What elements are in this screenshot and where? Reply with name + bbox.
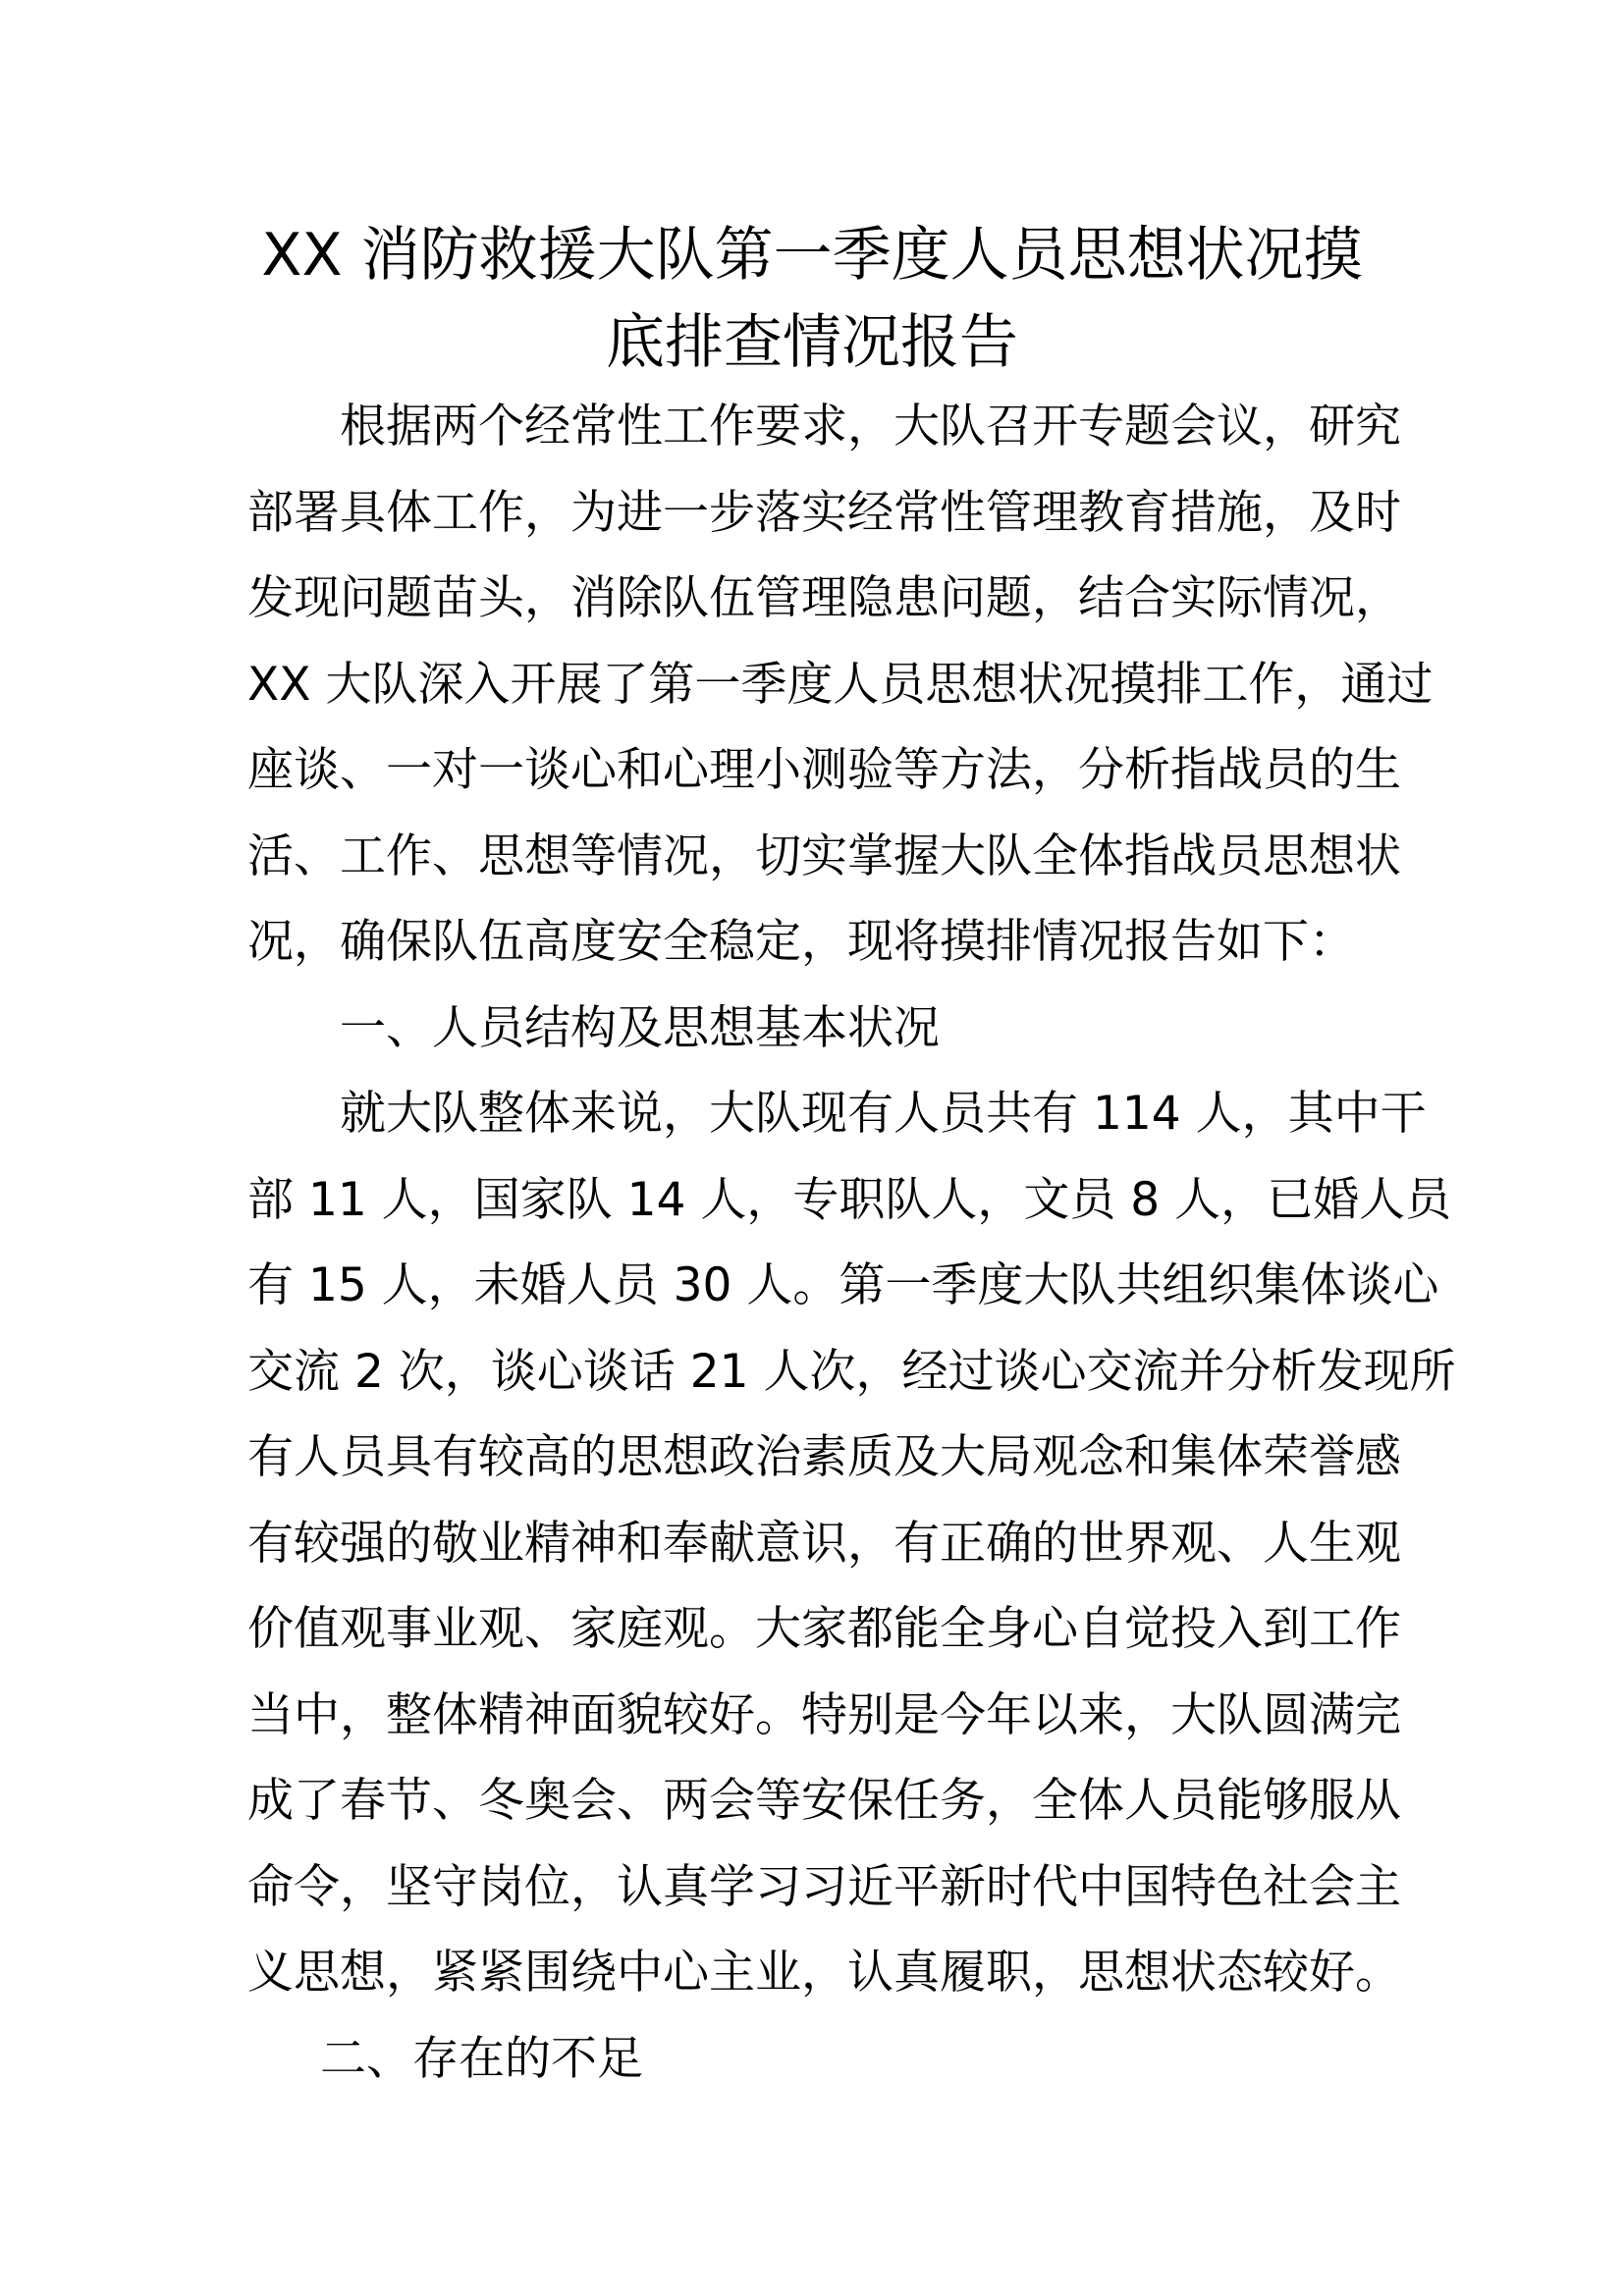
text-line: 价值观事业观、家庭观。大家都能全身心自觉投入到工作 <box>247 1602 1401 1656</box>
text-line: 就大队整体来说，大队现有人员共有 114 人，其中干 <box>340 1087 1427 1141</box>
section-heading-1: 一、人员结构及思想基本状况 <box>340 1000 940 1055</box>
text-line: 发现问题苗头，消除队伍管理隐患问题，结合实际情况， <box>247 571 1401 625</box>
text-line: 活、工作、思想等情况，切实掌握大队全体指战员思想状 <box>247 828 1401 883</box>
paragraph-personnel <box>247 1071 1456 2016</box>
text-line: 成了春节、冬奥会、两会等安保任务，全体人员能够服从 <box>247 1774 1401 1828</box>
text-line: XX 大队深入开展了第一季度人员思想状况摸排工作，通过 <box>247 657 1434 712</box>
text-line: 有人员具有较高的思想政治素质及大局观念和集体荣誉感 <box>247 1430 1401 1484</box>
text-line: 座谈、一对一谈心和心理小测验等方法，分析指战员的生 <box>247 743 1401 797</box>
section-heading-2: 二、存在的不足 <box>320 2031 643 2086</box>
text-line: 交流 2 次，谈心谈话 21 人次，经过谈心交流并分析发现所 <box>247 1344 1456 1399</box>
text-line: 当中，整体精神面貌较好。特别是今年以来，大队圆满完 <box>247 1687 1401 1742</box>
text-line: 有较强的敬业精神和奉献意识，有正确的世界观、人生观 <box>247 1516 1401 1571</box>
text-line: 有 15 人，未婚人员 30 人。第一季度大队共组织集体谈心 <box>247 1258 1439 1312</box>
text-line: 根据两个经常性工作要求，大队召开专题会议，研究 <box>340 400 1401 454</box>
document-body <box>247 384 1456 2102</box>
text-line: 命令，坚守岗位，认真学习习近平新时代中国特色社会主 <box>247 1859 1401 1914</box>
text-line: 况，确保队伍高度安全稳定，现将摸排情况报告如下： <box>247 915 1355 969</box>
title-line: XX 消防救援大队第一季度人员思想状况摸 <box>261 221 1363 290</box>
paragraph-intro <box>247 384 1434 986</box>
title-line: 底排查情况报告 <box>606 308 1018 377</box>
document-title <box>0 212 1624 387</box>
text-line: 义思想，紧紧围绕中心主业，认真履职，思想状态较好。 <box>247 1946 1401 2000</box>
text-line: 部 11 人，国家队 14 人，专职队人，文员 8 人，已婚人员 <box>247 1172 1452 1227</box>
text-line: 部署具体工作，为进一步落实经常性管理教育措施，及时 <box>247 485 1401 540</box>
